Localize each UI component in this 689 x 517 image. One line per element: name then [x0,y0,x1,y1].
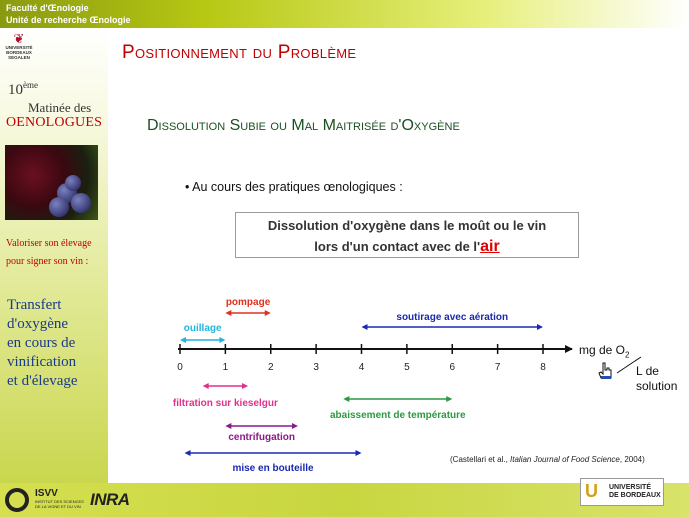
definition-line-1: Dissolution d'oxygène dans le moût ou le vin [267,218,547,233]
tick-label-7: 7 [494,362,501,373]
tick-label-4: 4 [358,362,365,373]
arrow-label-centrifugation: centrifugation [228,432,296,443]
arrow-head-left-centrifugation [225,423,231,429]
citation-suffix: , 2004) [619,455,645,464]
arrow-head-right-pompage [265,310,271,316]
valoriser-line-2: pour signer son vin : [6,256,89,267]
arrow-filtration [173,383,278,409]
arrow-label-abaissement: abaissement de température [329,410,466,421]
topic-line-1: Transfert [7,297,62,313]
arrow-head-right-ouillage [219,337,225,343]
arrow-head-left-pompage [225,310,231,316]
ub-line-1: UNIVERSITÉ [609,484,652,491]
ub-mark-icon: U [585,481,598,501]
citation-prefix: (Castellari et al., [450,455,511,464]
unit-mg: mg de O [579,343,626,357]
citation-journal: Italian Journal of Food Science [510,455,620,464]
arrow-head-left-ouillage [180,337,186,343]
arrow-head-right-filtration [242,383,248,389]
tick-label-3: 3 [313,362,319,373]
arrow-bouteille [185,450,362,474]
edition-number-value: 10 [8,82,23,98]
arrow-abaissement [330,396,466,421]
arrow-centrifugation [225,423,298,443]
univ-text-3: SEGALEN [8,55,30,60]
univ-text-2: BORDEAUX [6,50,32,55]
faculty-name: Faculté d'Œnologie [6,3,89,13]
tick-label-0: 0 [177,362,183,373]
unit-per-line-1: L de [636,364,659,378]
valoriser-line-1: Valoriser son élevage [6,238,92,249]
arrow-head-left-abaissement [343,396,349,402]
oenologues-label: OENOLOGUES [6,115,103,130]
topic-line-4: vinification [7,354,77,370]
practice-arrows [173,297,543,474]
isvv-sub: INSTITUT DES SCIENCES DE LA VIGNE ET DU VIN [35,499,84,509]
isvv-circle-icon [5,488,29,512]
arrow-head-left-soutirage [362,324,368,330]
tick-label-2: 2 [267,362,274,373]
university-crest-icon: ❦ [13,31,25,46]
arrow-label-pompage: pompage [225,297,271,308]
edition-suffix: ème [23,80,38,90]
ub-line-2: DE BORDEAUX [609,492,661,499]
matinee-label: Matinée des [28,100,92,115]
bullet-point: • Au cours des pratiques œnologiques : [185,180,403,194]
topic-line-2: d'oxygène [7,316,69,332]
hand-pointer-icon [598,362,612,380]
arrow-label-filtration: filtration sur kieselgur [172,398,278,409]
isvv-logo [5,486,85,514]
arrow-head-right-abaissement [446,396,452,402]
tick-label-8: 8 [540,362,546,373]
topic-line-3: en cours de [7,335,76,351]
arrow-label-soutirage: soutirage avec aération [396,312,509,323]
arrow-head-right-centrifugation [292,423,298,429]
arrow-label-bouteille: mise en bouteille [232,463,314,474]
definition-line-2-prefix: lors d'un contact avec de l' [314,239,481,254]
unit-sub: 2 [625,350,630,360]
arrow-pompage [225,297,270,316]
ub-text [609,484,661,500]
arrow-soutirage [362,312,544,330]
slide-subtitle: Dissolution Subie ou Mal Maitrisée d'Oxygène [147,117,460,134]
tick-label-5: 5 [404,362,410,373]
arrow-head-left-bouteille [185,450,191,456]
citation [450,455,645,464]
unit-per-line-2: solution [636,379,678,393]
research-unit-name: Unité de recherche Œnologie [6,15,131,25]
inra-logo: INRA [90,490,130,509]
arrow-label-ouillage: ouillage [183,323,222,334]
isvv-name: ISVV [35,488,58,499]
arrow-head-left-filtration [203,383,209,389]
univ-text-1: UNIVERSITÉ [5,45,33,50]
tick-label-6: 6 [449,362,456,373]
slide-title: Positionnement du Problème [122,42,357,63]
air-highlight: air [480,238,500,255]
universite-bordeaux-logo [580,478,664,506]
tick-label-1: 1 [222,362,229,373]
arrow-head-right-bouteille [356,450,362,456]
topic-line-5: et d'élevage [7,373,78,389]
unit-per [636,364,677,394]
arrow-head-right-soutirage [537,324,543,330]
arrow-ouillage [180,323,225,343]
